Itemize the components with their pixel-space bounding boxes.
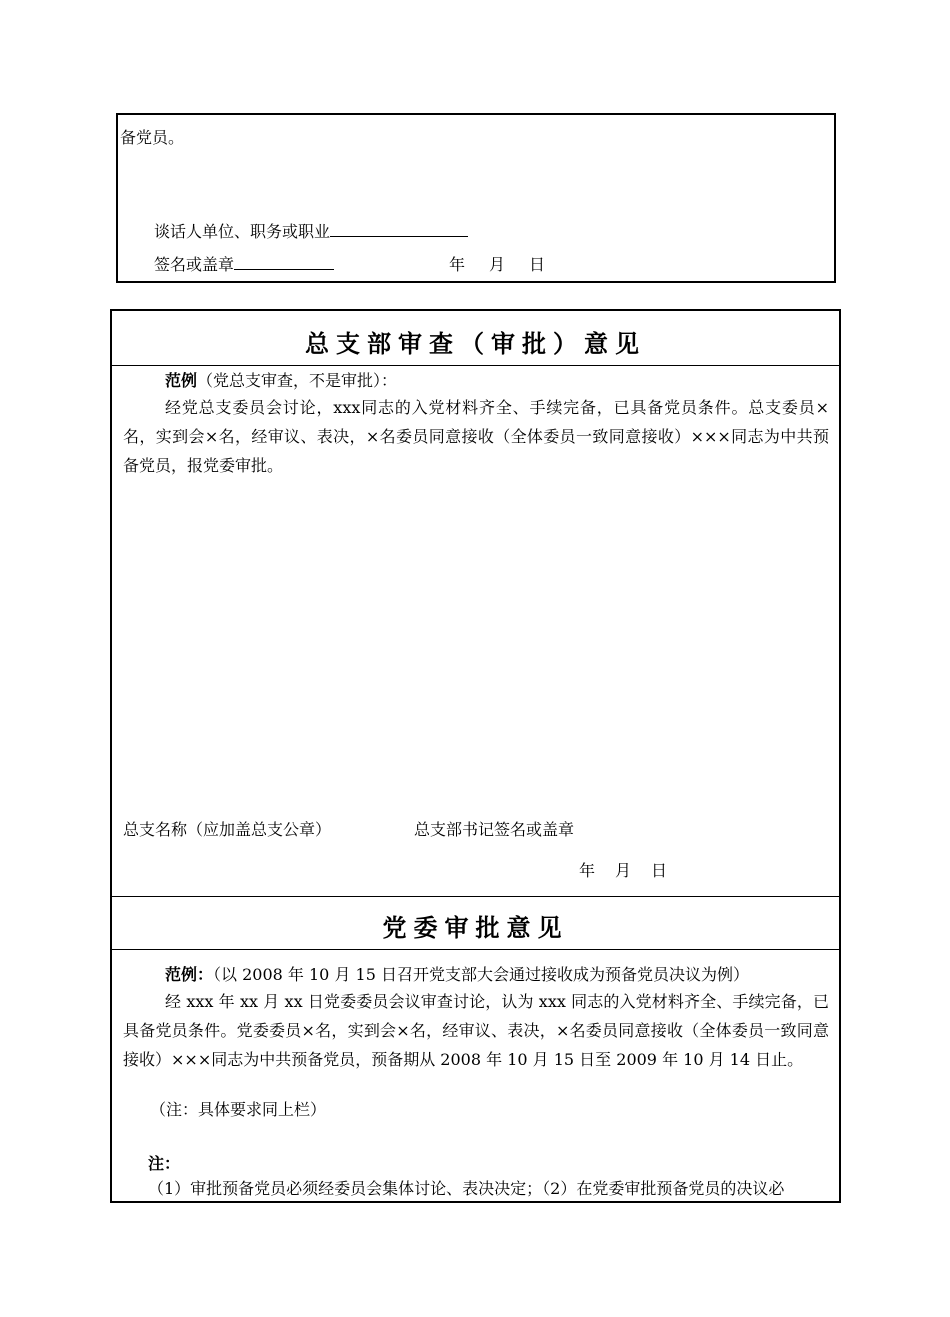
branch-date [579,856,667,885]
continuation-text: 备党员。 [120,128,185,147]
note-label-text: 注： [148,1154,181,1173]
date-year: 年 [579,861,596,880]
interview-date [449,252,545,275]
committee-example-label: 范例： [165,965,214,984]
committee-section-title: 党委审批意见 [382,913,569,942]
date-month: 月 [489,255,506,274]
date-year: 年 [449,255,466,274]
sign-blank [234,254,334,270]
unit-blank [330,221,468,237]
secretary-sign-label: 总支部书记签名或盖章 [414,820,575,839]
approval-table [110,309,841,1203]
committee-example-text: 经 xxx 年 xx 月 xx 日党委委员会议审查讨论，认为 xxx 同志的入党材料齐全、手续完备，已具备党员条件。党委委员×名，实到会×名，经审议、表决，×名委员同意接收（全体委员一致同意接收）×××同志为中共预备党员，预备期从 2008 年 10 月 15 日至 2009 年 10 月 14 日止。 [123,992,829,1069]
divider [112,949,839,950]
sign-label: 签名或盖章 [154,255,235,274]
committee-remark: （注：具体要求同上栏） [150,1100,327,1119]
sign-line [154,252,334,275]
branch-example-label: 范例 [165,371,198,390]
date-day: 日 [529,255,546,274]
branch-example-header [165,366,397,395]
branch-example-note: （党总支审查，不是审批）： [197,371,398,390]
date-month: 月 [615,861,632,880]
note-text: （1）审批预备党员必须经委员会集体讨论、表决决定；（2）在党委审批预备党员的决议必 [148,1179,785,1198]
branch-example-text: 经党总支委员会讨论，xxx同志的入党材料齐全、手续完备，已具备党员条件。总支委员×名，实到会×名，经审议、表决，×名委员同意接收（全体委员一致同意接收）×××同志为中共预备党员，报党委审批。 [123,398,829,475]
unit-line [154,219,468,242]
committee-example-header [165,960,749,989]
committee-example-note: （以 2008 年 10 月 15 日召开党支部大会通过接收成为预备党员决议为例） [213,965,749,984]
divider [112,896,839,897]
unit-label: 谈话人单位、职务或职业 [154,222,331,241]
branch-section-title: 总支部审查（审批）意见 [305,329,646,358]
interview-box [116,113,836,283]
branch-name-label: 总支名称（应加盖总支公章） [123,820,332,839]
date-day: 日 [651,861,668,880]
